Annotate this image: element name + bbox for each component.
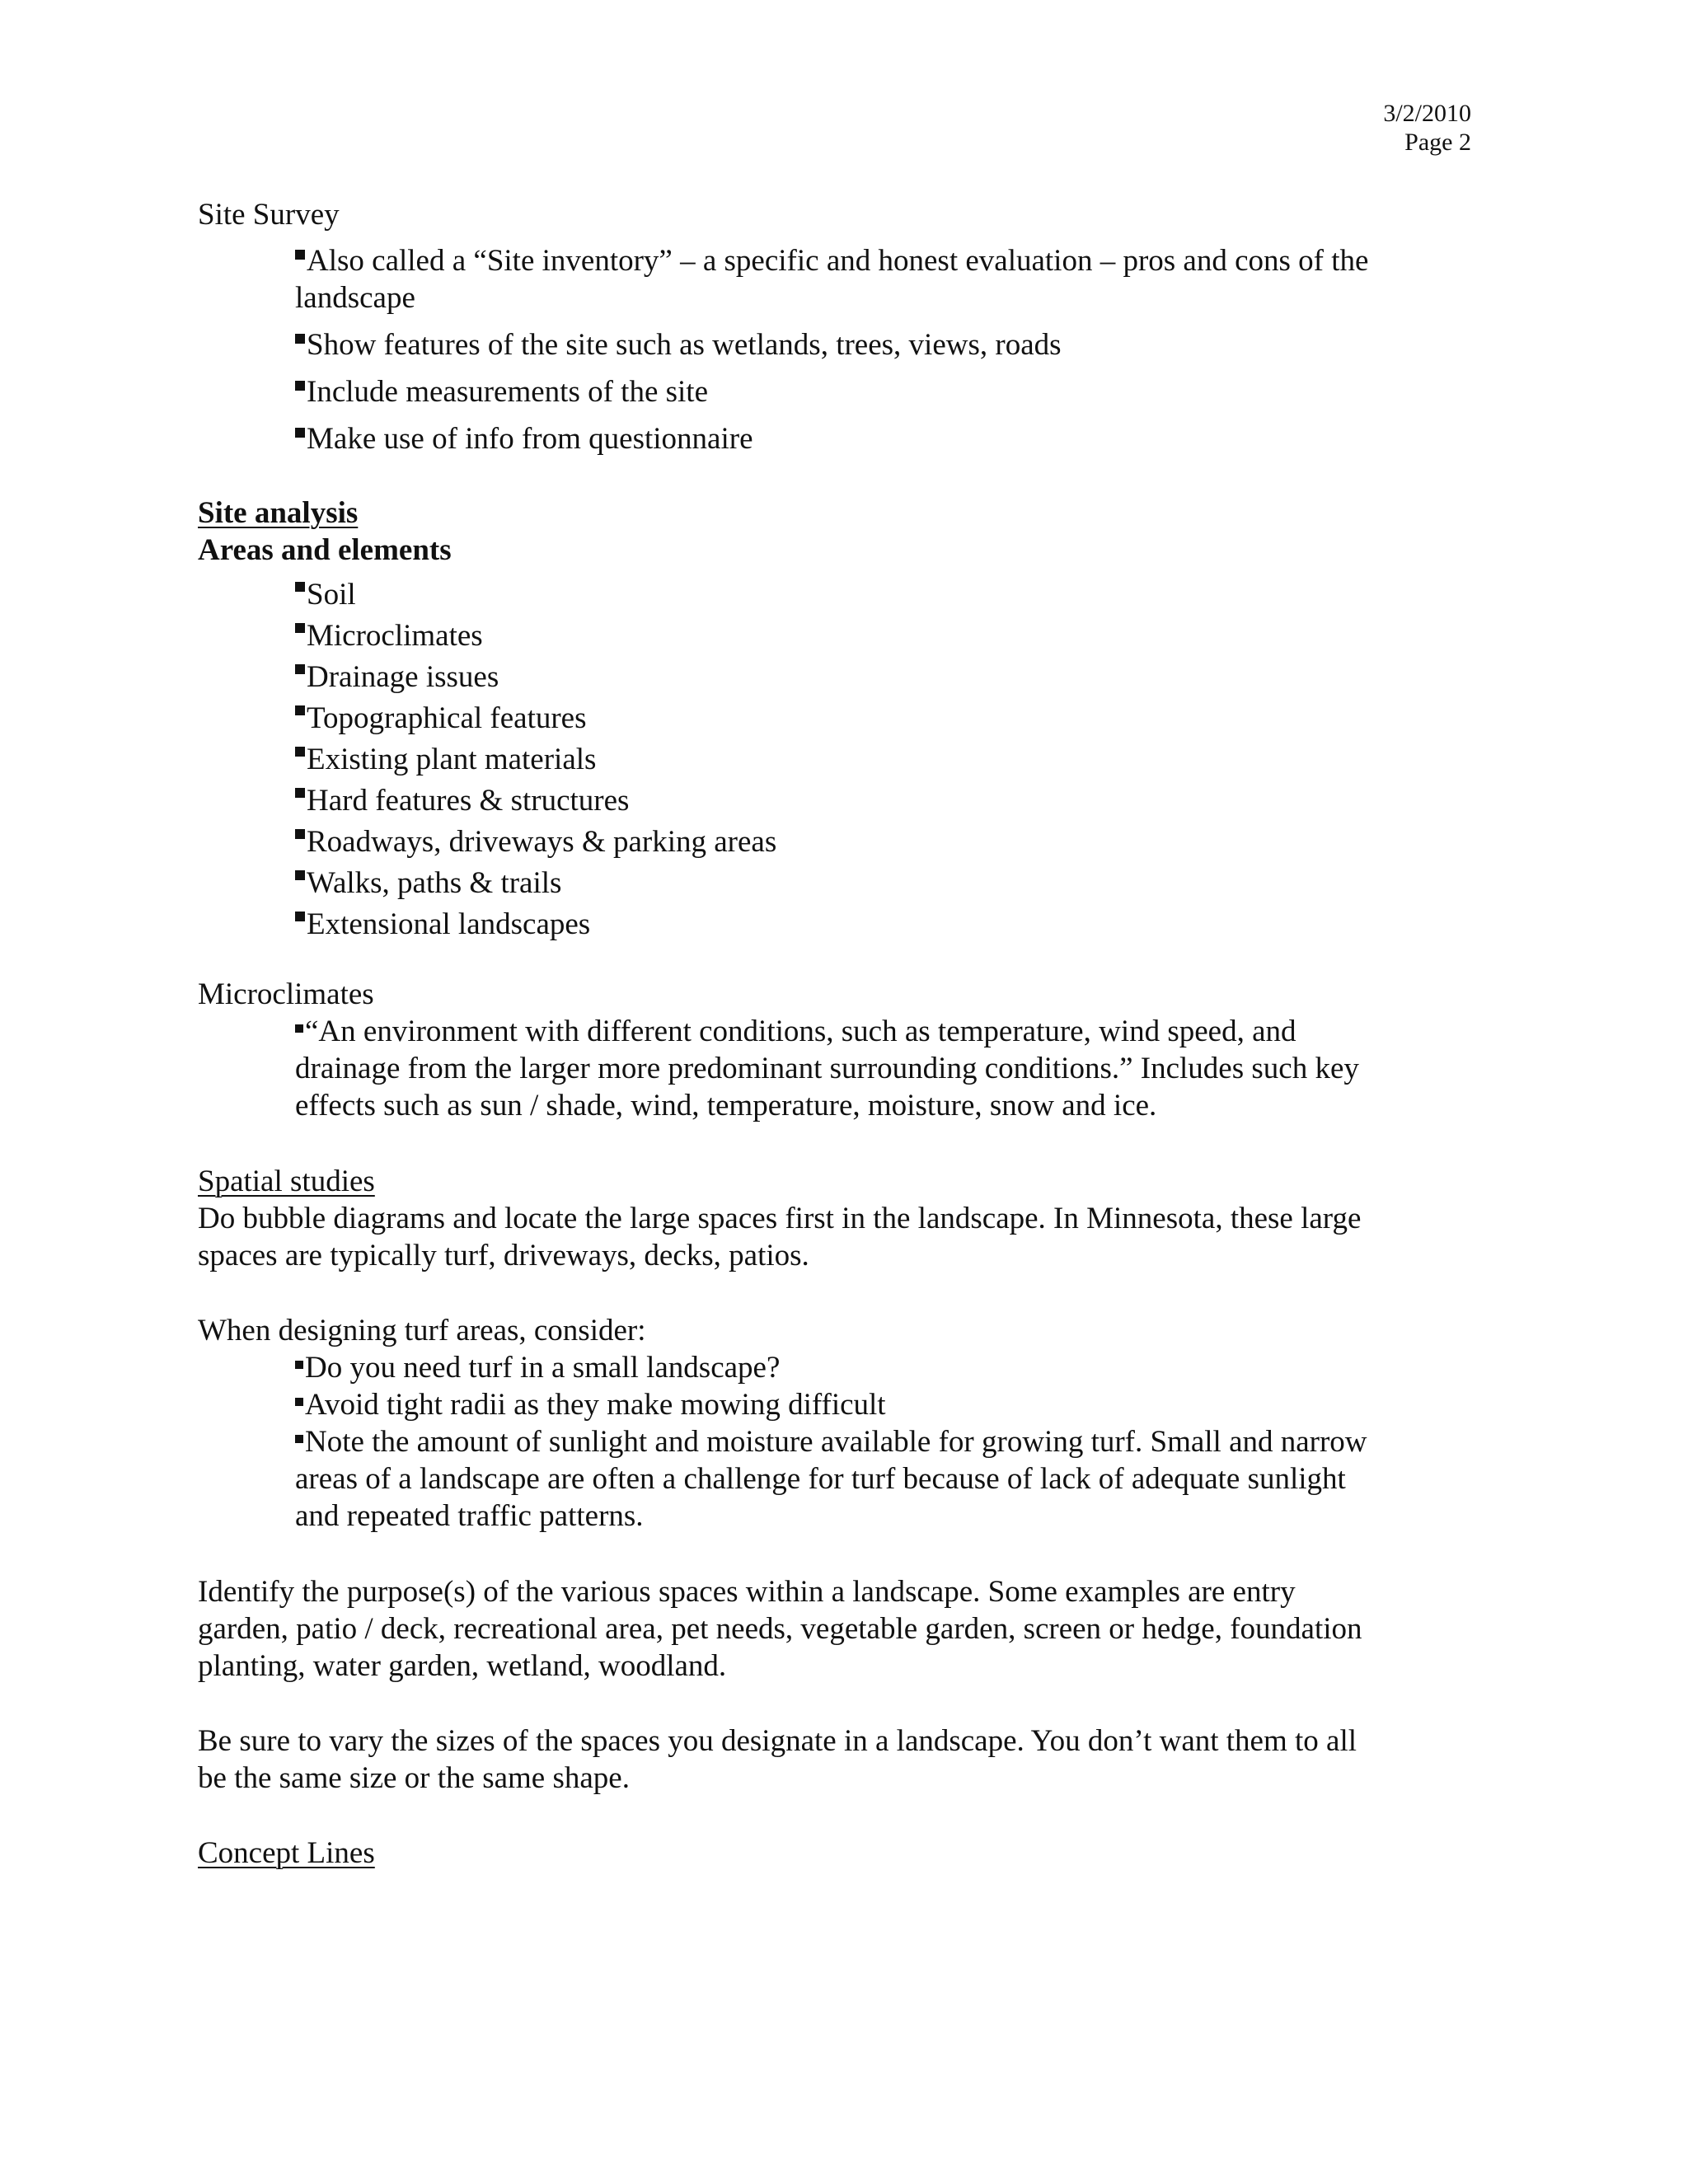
text-line: Identify the purpose(s) of the various spaces within a landscape. Some examples are entry xyxy=(198,1575,1296,1609)
list-item: Extensional landscapes xyxy=(295,904,1581,945)
list-item: Roadways, driveways & parking areas xyxy=(295,822,1581,863)
bullet-square-icon xyxy=(295,912,305,921)
text-line: and repeated traffic patterns. xyxy=(295,1499,644,1533)
spatial-studies-heading: Spatial studies xyxy=(198,1165,375,1198)
list-item: Microclimates xyxy=(295,616,1581,657)
bullet-square-icon xyxy=(295,250,305,260)
list-item: Walks, paths & trails xyxy=(295,863,1581,904)
list-item: Show features of the site such as wetlands, trees, views, roads xyxy=(295,326,1581,363)
text-line: spaces are typically turf, driveways, decks, patios. xyxy=(198,1239,809,1272)
list-item: Soil xyxy=(295,574,1581,616)
areas-elements-subheading: Areas and elements xyxy=(198,533,452,567)
turf-bullets xyxy=(198,1349,1581,1535)
text-line: “An environment with different conditions, such as temperature, wind speed, and xyxy=(295,1013,1581,1050)
turf-section xyxy=(198,1312,1484,1349)
microclimates-definition xyxy=(198,1013,1581,1124)
site-analysis-bullets xyxy=(198,574,1581,945)
microclimates-heading: Microclimates xyxy=(198,977,374,1011)
bullet-square-icon xyxy=(295,1361,303,1369)
bullet-square-icon xyxy=(295,623,305,633)
bullet-square-icon xyxy=(295,747,305,757)
bullet-square-icon xyxy=(295,381,305,391)
bullet-square-icon xyxy=(295,664,305,674)
bullet-square-icon xyxy=(295,1435,303,1443)
text-line: drainage from the larger more predominant surrounding conditions.” Includes such key xyxy=(295,1052,1359,1085)
list-item: Avoid tight radii as they make mowing difficult xyxy=(295,1386,1581,1423)
list-item-continuation: landscape xyxy=(295,281,415,315)
bullet-square-icon xyxy=(295,582,305,592)
bullet-square-icon xyxy=(295,829,305,839)
list-item: Also called a “Site inventory” – a specific and honest evaluation – pros and cons of the xyxy=(295,242,1581,279)
site-survey-heading: Site Survey xyxy=(198,198,340,232)
site-analysis-heading: Site analysis xyxy=(198,496,359,530)
spatial-studies-section xyxy=(198,1163,1484,1274)
bullet-square-icon xyxy=(295,870,305,880)
site-survey-section xyxy=(198,196,1484,233)
bullet-square-icon xyxy=(295,1398,303,1406)
site-analysis-section xyxy=(198,494,1484,569)
text-line: effects such as sun / shade, wind, temperature, moisture, snow and ice. xyxy=(295,1089,1157,1122)
list-item: Include measurements of the site xyxy=(295,373,1581,410)
text-line: garden, patio / deck, recreational area, pet needs, vegetable garden, screen or hedge, foundation xyxy=(198,1612,1362,1646)
concept-lines-heading: Concept Lines xyxy=(198,1836,375,1870)
vary-sizes-paragraph xyxy=(198,1722,1484,1797)
list-item: Topographical features xyxy=(295,698,1581,739)
turf-intro: When designing turf areas, consider: xyxy=(198,1314,646,1347)
bullet-square-icon xyxy=(295,334,305,344)
concept-lines-section xyxy=(198,1835,1484,1872)
text-line: Be sure to vary the sizes of the spaces you designate in a landscape. You don’t want them to all xyxy=(198,1724,1357,1758)
bullet-square-icon xyxy=(295,788,305,798)
page-header xyxy=(1383,99,1471,157)
purpose-paragraph xyxy=(198,1573,1484,1685)
list-item: Make use of info from questionnaire xyxy=(295,420,1581,457)
list-item: Note the amount of sunlight and moisture available for growing turf. Small and narrow xyxy=(295,1423,1581,1460)
text-line: be the same size or the same shape. xyxy=(198,1761,630,1795)
header-date: 3/2/2010 xyxy=(1383,100,1471,127)
text-line: areas of a landscape are often a challenge for turf because of lack of adequate sunlight xyxy=(295,1462,1346,1496)
microclimates-section xyxy=(198,976,1484,1013)
text-line: Do bubble diagrams and locate the large spaces first in the landscape. In Minnesota, these large xyxy=(198,1202,1362,1235)
bullet-square-icon xyxy=(295,428,305,438)
header-page-number: Page 2 xyxy=(1404,129,1471,156)
text-line: planting, water garden, wetland, woodland. xyxy=(198,1649,727,1683)
bullet-square-icon xyxy=(295,705,305,715)
list-item: Existing plant materials xyxy=(295,739,1581,780)
list-item: Do you need turf in a small landscape? xyxy=(295,1349,1581,1386)
site-survey-bullets xyxy=(198,242,1581,457)
list-item: Drainage issues xyxy=(295,657,1581,698)
bullet-square-icon xyxy=(295,1024,303,1033)
list-item: Hard features & structures xyxy=(295,780,1581,822)
